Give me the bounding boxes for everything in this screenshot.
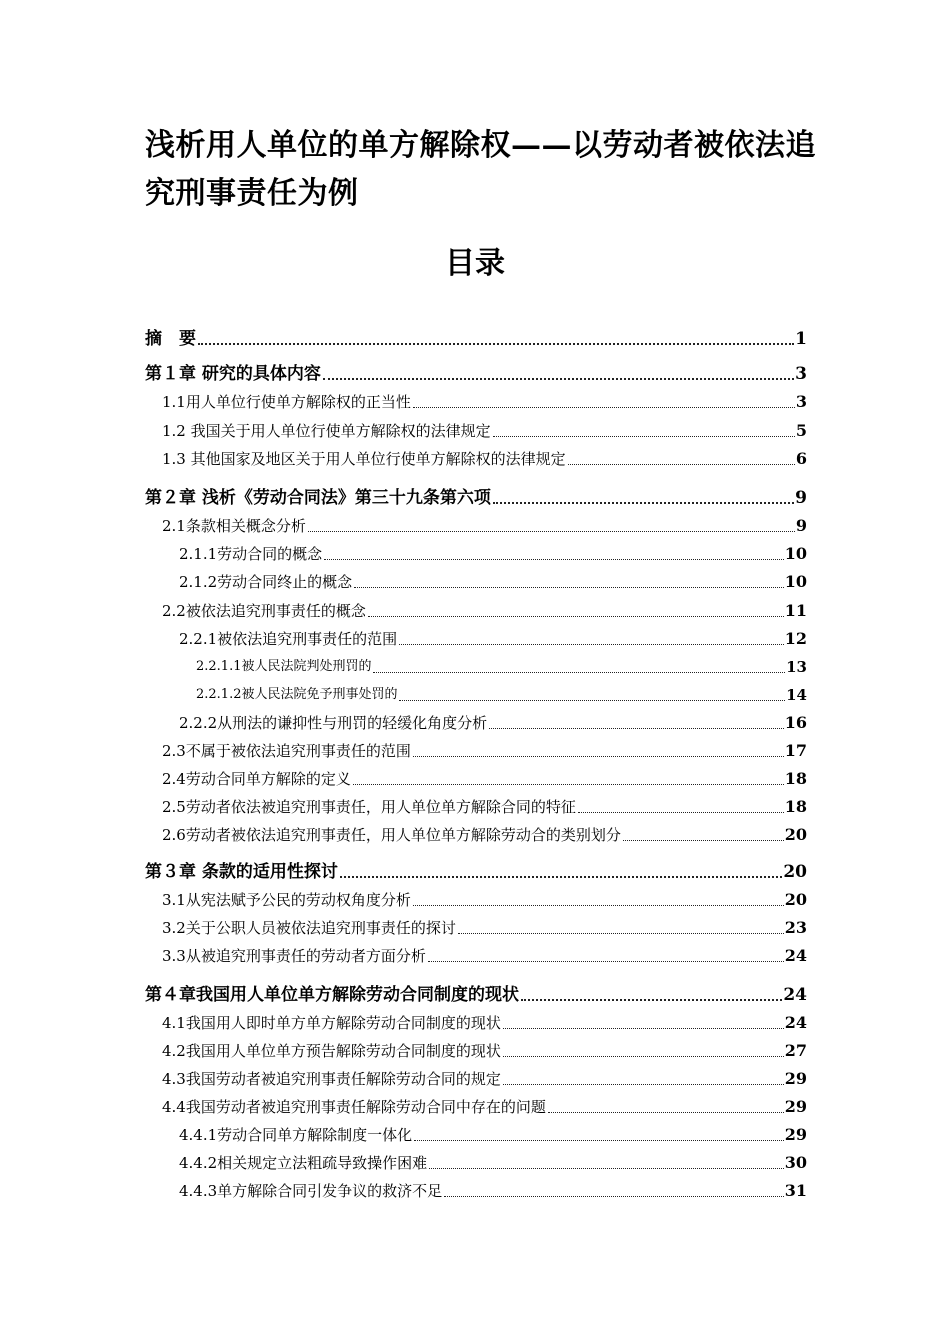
toc-dot-leader [308, 531, 795, 532]
toc-entry-title: 1.3 其他国家及地区关于用人单位行使单方解除权的法律规定 [162, 450, 566, 468]
toc-entry [179, 1123, 807, 1147]
toc-entry [162, 447, 807, 471]
toc-entry-title: 4.3我国劳动者被追究刑事责任解除劳动合同的规定 [162, 1070, 501, 1088]
toc-page-number: 1 [795, 329, 807, 349]
document-title: 浅析用人单位的单方解除权——以劳动者被依法追究刑事责任为例 [145, 128, 816, 211]
toc-entry [179, 570, 807, 594]
toc-dot-leader [353, 784, 784, 785]
toc-dot-leader [578, 812, 784, 813]
toc-entry [179, 627, 807, 651]
toc-page-number: 27 [784, 1041, 807, 1060]
toc-entry [196, 655, 807, 679]
toc-entry-title: 4.2我国用人单位单方预告解除劳动合同制度的现状 [162, 1042, 501, 1060]
toc-entry [162, 514, 807, 538]
toc-dot-leader [413, 905, 784, 906]
toc-entry-title: 2.2.1被依法追究刑事责任的范围 [179, 630, 398, 648]
toc-entry [162, 419, 807, 443]
toc-page-number: 24 [784, 1013, 807, 1032]
toc-entry-title: 2.2.1.1被人民法院判处刑罚的 [196, 659, 372, 674]
toc-page-number: 12 [784, 629, 807, 648]
toc-entry-title: 第３章 条款的适用性探讨 [145, 862, 338, 882]
toc-page-number: 24 [783, 985, 807, 1005]
toc-entry [162, 767, 807, 791]
toc-dot-leader [503, 1056, 784, 1057]
toc-page-number: 13 [786, 658, 807, 676]
toc-dot-leader [458, 933, 784, 934]
toc-entry-title: 2.4劳动合同单方解除的定义 [162, 770, 351, 788]
toc-entry-title: 2.6劳动者被依法追究刑事责任，用人单位单方解除劳动合的类别划分 [162, 826, 621, 844]
toc-dot-leader [368, 616, 784, 617]
toc-dot-leader [414, 1140, 784, 1141]
toc-entry-title: 第４章我国用人单位单方解除劳动合同制度的现状 [145, 985, 519, 1005]
toc-dot-leader [340, 876, 782, 878]
toc-entry-title: 4.4.2相关规定立法粗疏导致操作困难 [179, 1154, 428, 1172]
toc-dot-leader [623, 840, 784, 841]
toc-page-number: 20 [784, 825, 807, 844]
toc-entry-title: 1.1用人单位行使单方解除权的正当性 [162, 393, 411, 411]
toc-page-number: 30 [784, 1153, 807, 1172]
toc-entry-title: 4.4.3单方解除合同引发争议的救济不足 [179, 1182, 443, 1200]
toc-dot-leader [428, 961, 784, 962]
toc-dot-leader [548, 1112, 784, 1113]
toc-entry-title: 2.2.2从刑法的谦抑性与刑罚的轻缓化角度分析 [179, 714, 488, 732]
toc-entry-title: 第１章 研究的具体内容 [145, 364, 321, 384]
toc-page-number: 9 [795, 516, 807, 535]
toc-page-number: 5 [795, 421, 807, 440]
toc-entry [162, 1067, 807, 1091]
toc-page-number: 14 [786, 686, 807, 704]
toc-entry [162, 1011, 807, 1035]
toc-page-number: 17 [784, 741, 807, 760]
toc-entry-title: 4.4.1劳动合同单方解除制度一体化 [179, 1126, 413, 1144]
toc-page-number: 23 [784, 918, 807, 937]
toc-entry-title: 2.2被依法追究刑事责任的概念 [162, 602, 366, 620]
toc-entry-title: 2.3不属于被依法追究刑事责任的范围 [162, 742, 411, 760]
toc-heading: 目录 [445, 246, 505, 281]
toc-entry-title: 2.1.1劳动合同的概念 [179, 545, 323, 563]
toc-page-number: 29 [784, 1125, 807, 1144]
toc-entry-title: 第２章 浅析《劳动合同法》第三十九条第六项 [145, 488, 491, 508]
toc-entry-title: 3.2关于公职人员被依法追究刑事责任的探讨 [162, 919, 456, 937]
toc-entry [179, 1151, 807, 1175]
toc-page-number: 20 [784, 890, 807, 909]
toc-entry [179, 542, 807, 566]
toc-entry [162, 888, 807, 912]
toc-entry [145, 327, 807, 351]
toc-entry [179, 1179, 807, 1203]
toc-page-number: 20 [783, 862, 807, 882]
toc-page-number: 10 [784, 544, 807, 563]
toc-dot-leader [354, 587, 784, 588]
toc-dot-leader [413, 407, 795, 408]
toc-entry [145, 860, 807, 884]
toc-entry [162, 823, 807, 847]
toc-entry [162, 944, 807, 968]
toc-entry [179, 711, 807, 735]
toc-dot-leader [429, 1168, 784, 1169]
toc-page-number: 31 [784, 1181, 807, 1200]
toc-page-number: 3 [795, 392, 807, 411]
toc-page-number: 11 [784, 601, 807, 620]
toc-dot-leader [521, 999, 782, 1001]
toc-dot-leader [399, 644, 784, 645]
toc-entry-title: 4.1我国用人即时单方单方解除劳动合同制度的现状 [162, 1014, 501, 1032]
toc-page-number: 18 [784, 769, 807, 788]
toc-entry [162, 599, 807, 623]
toc-page-number: 29 [784, 1069, 807, 1088]
toc-dot-leader [493, 436, 795, 437]
toc-entry-title: 2.2.1.2被人民法院免予刑事处罚的 [196, 687, 398, 702]
toc-dot-leader [493, 502, 794, 504]
toc-dot-leader [198, 343, 794, 345]
toc-entry-title: 1.2 我国关于用人单位行使单方解除权的法律规定 [162, 422, 491, 440]
toc-dot-leader [503, 1084, 784, 1085]
toc-dot-leader [444, 1196, 784, 1197]
toc-page-number: 24 [784, 946, 807, 965]
toc-entry [162, 390, 807, 414]
toc-page-number: 6 [795, 449, 807, 468]
toc-entry-title: 摘 要 [145, 329, 196, 349]
toc-dot-leader [373, 672, 785, 673]
toc-entry [145, 983, 807, 1007]
toc-dot-leader [413, 756, 784, 757]
toc-entry [145, 362, 807, 386]
toc-entry [162, 916, 807, 940]
toc-entry-title: 2.5劳动者依法被追究刑事责任，用人单位单方解除合同的特征 [162, 798, 576, 816]
toc-entry [162, 795, 807, 819]
toc-entry-title: 2.1条款相关概念分析 [162, 517, 306, 535]
toc-dot-leader [489, 728, 784, 729]
toc-page-number: 3 [795, 364, 807, 384]
toc-dot-leader [323, 378, 794, 380]
toc-dot-leader [568, 464, 795, 465]
toc-page-number: 29 [784, 1097, 807, 1116]
toc-entry [162, 1039, 807, 1063]
toc-dot-leader [399, 700, 785, 701]
toc-page-number: 9 [795, 488, 807, 508]
toc-entry [196, 683, 807, 707]
toc-dot-leader [503, 1028, 784, 1029]
toc-entry-title: 3.1从宪法赋予公民的劳动权角度分析 [162, 891, 411, 909]
toc-entry [162, 1095, 807, 1119]
toc-entry-title: 3.3从被追究刑事责任的劳动者方面分析 [162, 947, 426, 965]
toc-page-number: 18 [784, 797, 807, 816]
toc-entry [162, 739, 807, 763]
toc-page-number: 10 [784, 572, 807, 591]
toc-page-number: 16 [784, 713, 807, 732]
toc-dot-leader [324, 559, 784, 560]
toc-entry-title: 4.4我国劳动者被追究刑事责任解除劳动合同中存在的问题 [162, 1098, 546, 1116]
toc-entry-title: 2.1.2劳动合同终止的概念 [179, 573, 353, 591]
toc-entry [145, 486, 807, 510]
